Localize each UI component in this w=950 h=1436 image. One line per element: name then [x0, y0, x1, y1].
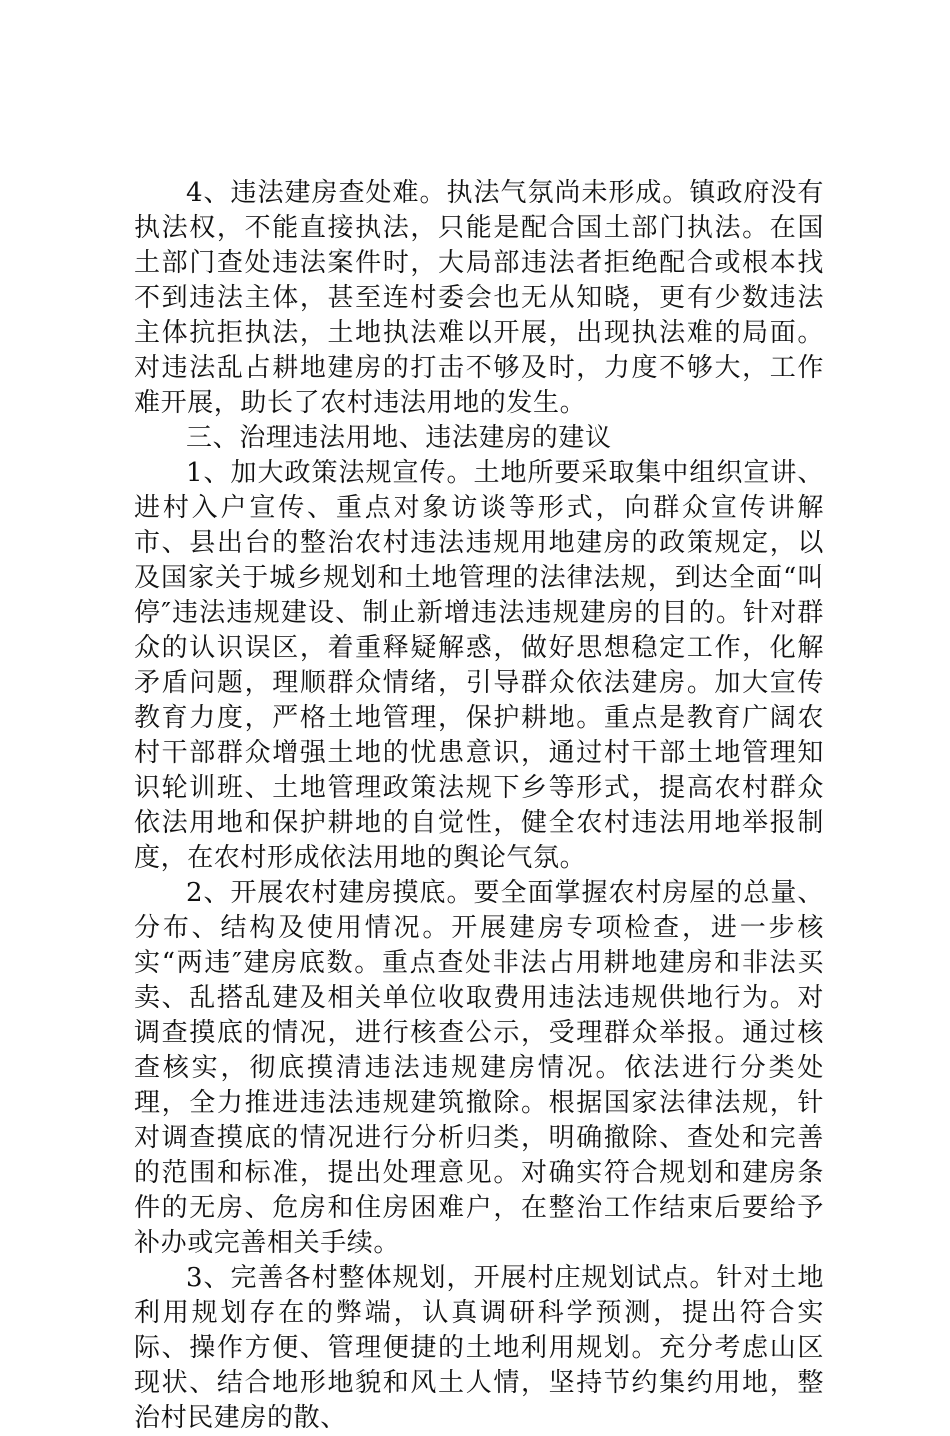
paragraph-suggestion-3: 3、完善各村整体规划，开展村庄规划试点。针对土地利用规划存在的弊端，认真调研科学预测，提出符合实际、操作方便、管理便捷的土地利用规划。充分考虑山区现状、结合地形地貌和风土人情，坚持节约集约用地，整治村民建房的散、	[134, 1263, 824, 1433]
section-heading-suggestions: 三、治理违法用地、违法建房的建议	[186, 423, 612, 453]
paragraph-suggestion-2: 2、开展农村建房摸底。要全面掌握农村房屋的总量、分布、结构及使用情况。开展建房专项检查，进一步核实“两违″建房底数。重点查处非法占用耕地建房和非法买卖、乱搭乱建及相关单位收取费用违法违规供地行为。对调查摸底的情况，进行核查公示，受理群众举报。通过核查核实，彻底摸清违法违规建房情况。依法进行分类处理，全力推进违法违规建筑撤除。根据国家法律法规，针对调查摸底的情况进行分析归类，明确撤除、查处和完善的范围和标准，提出处理意见。对确实符合规划和建房条件的无房、危房和住房困难户，在整治工作结束后要给予补办或完善相关手续。	[134, 878, 824, 1258]
document-body	[134, 176, 824, 1436]
paragraph-suggestion-1: 1、加大政策法规宣传。土地所要采取集中组织宣讲、进村入户宣传、重点对象访谈等形式，向群众宣传讲解市、县出台的整治农村违法违规用地建房的政策规定，以及国家关于城乡规划和土地管理的法律法规，到达全面“叫停″违法违规建设、制止新增违法违规建房的目的。针对群众的认识误区，着重释疑解惑，做好思想稳定工作，化解矛盾问题，理顺群众情绪，引导群众依法建房。加大宣传教育力度，严格土地管理，保护耕地。重点是教育广阔农村干部群众增强土地的忧患意识，通过村干部土地管理知识轮训班、土地管理政策法规下乡等形式，提高农村群众依法用地和保护耕地的自觉性，健全农村违法用地举报制度，在农村形成依法用地的舆论气氛。	[134, 458, 824, 873]
paragraph-item-4-difficulty: 4、违法建房查处难。执法气氛尚未形成。镇政府没有执法权，不能直接执法，只能是配合国土部门执法。在国土部门查处违法案件时，大局部违法者拒绝配合或根本找不到违法主体，甚至连村委会也无从知晓，更有少数违法主体抗拒执法，土地执法难以开展，出现执法难的局面。对违法乱占耕地建房的打击不够及时，力度不够大，工作难开展，助长了农村违法用地的发生。	[134, 178, 824, 418]
